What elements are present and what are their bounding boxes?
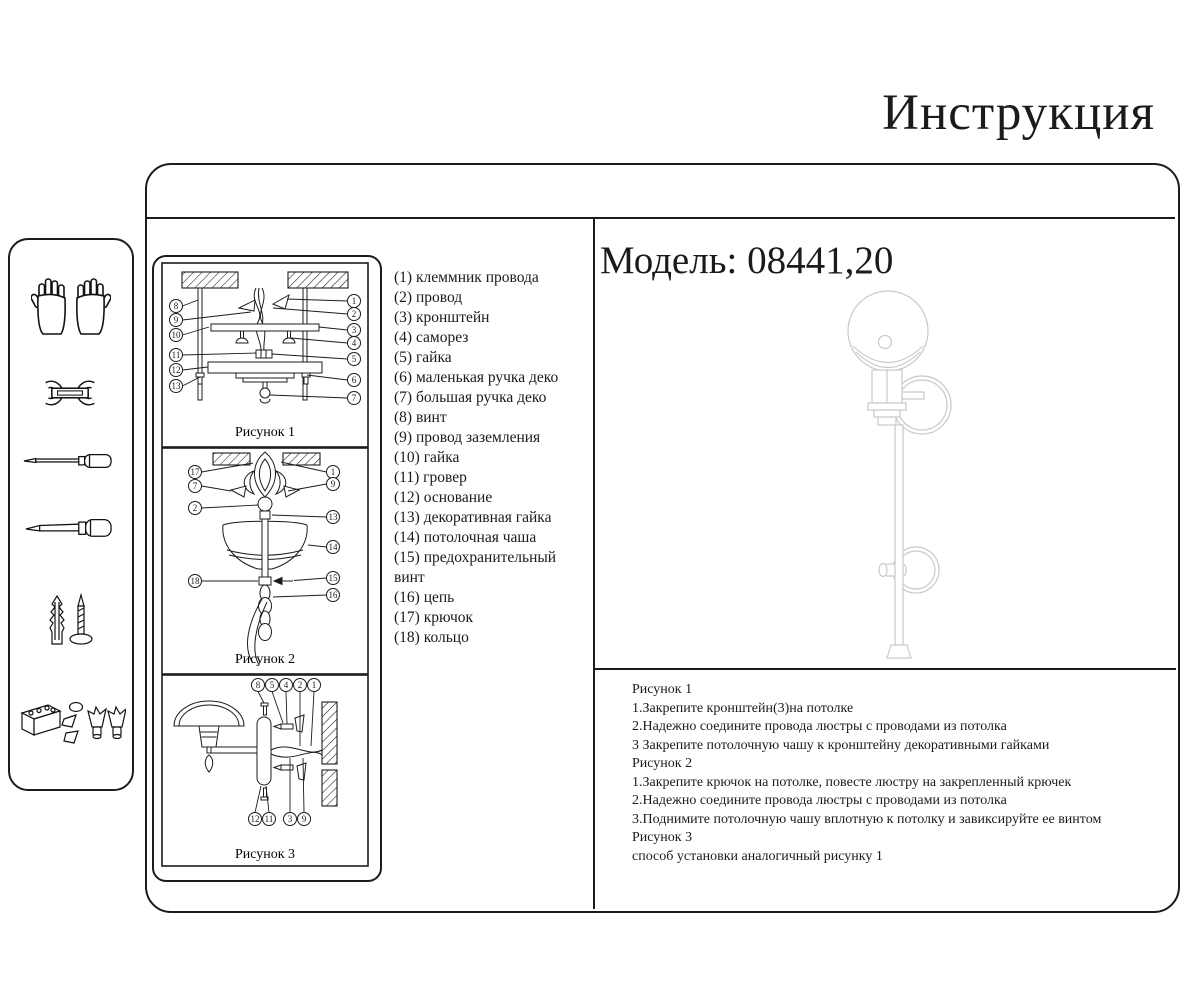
parts-list — [394, 268, 590, 648]
svg-text:4: 4 — [283, 680, 289, 690]
svg-text:2: 2 — [351, 309, 357, 319]
flat-screwdriver-icon — [22, 447, 114, 473]
svg-text:16: 16 — [328, 590, 338, 600]
svg-text:9: 9 — [330, 479, 336, 489]
vertical-divider — [593, 218, 595, 909]
instruction-line: Рисунок 3 — [632, 830, 693, 845]
figure-3-caption: Рисунок 3 — [234, 847, 296, 862]
svg-text:15: 15 — [328, 573, 338, 583]
svg-text:10: 10 — [171, 330, 181, 340]
svg-text:13: 13 — [328, 512, 338, 522]
instruction-line: 2.Надежно соедините провода люстры с проводами из потолка — [632, 793, 1007, 808]
svg-text:11: 11 — [264, 814, 274, 824]
parts-list-item: (12) основание — [394, 489, 493, 506]
parts-list-item: (16) цепь — [394, 589, 455, 606]
wrench-icon — [26, 375, 114, 411]
parts-list-item: (2) провод — [394, 289, 463, 306]
svg-text:3: 3 — [351, 325, 357, 335]
parts-list-item: (14) потолочная чаша — [394, 529, 537, 546]
svg-text:12: 12 — [171, 365, 181, 375]
parts-list-item: (11) гровер — [394, 469, 467, 486]
svg-text:3: 3 — [287, 814, 293, 824]
instruction-line: 2.Надежно соедините провода люстры с проводами из потолка — [632, 719, 1007, 734]
svg-text:8: 8 — [255, 680, 261, 690]
instruction-line: 1.Закрепите крючок на потолке, повесте люстру на закрепленный крючек — [632, 774, 1072, 790]
figure-2-drawing — [161, 447, 369, 675]
svg-text:7: 7 — [351, 393, 357, 403]
instruction-line: Рисунок 2 — [632, 756, 693, 771]
model-title: Модель: 08441,20 — [600, 239, 894, 282]
svg-text:14: 14 — [328, 542, 338, 552]
figure-2-caption: Рисунок 2 — [234, 652, 296, 667]
instruction-line: Рисунок 1 — [632, 682, 693, 697]
figure-1-drawing — [161, 262, 369, 448]
screwdriver-icon — [24, 512, 114, 542]
svg-text:5: 5 — [269, 680, 275, 690]
svg-text:11: 11 — [171, 350, 181, 360]
parts-list-item: (10) гайка — [394, 449, 460, 466]
parts-list-item: (5) гайка — [394, 349, 452, 366]
parts-list-item: (1) клеммник провода — [394, 269, 539, 286]
svg-text:8: 8 — [173, 301, 179, 311]
svg-text:9: 9 — [173, 315, 179, 325]
assembly-instructions — [632, 681, 1177, 866]
parts-list-item: (15) предохранительный винт — [394, 549, 557, 586]
svg-text:2: 2 — [297, 680, 303, 690]
svg-text:17: 17 — [190, 467, 200, 477]
figure-1-caption: Рисунок 1 — [234, 425, 296, 440]
page-title: Инструкция — [882, 85, 1155, 141]
svg-text:12: 12 — [250, 814, 260, 824]
instruction-line: способ установки аналогичный рисунку 1 — [632, 848, 883, 864]
svg-text:5: 5 — [351, 354, 357, 364]
anchor-and-screw-icon — [40, 592, 98, 654]
parts-list-item: (18) кольцо — [394, 629, 469, 646]
parts-list-item: (6) маленькая ручка деко — [394, 369, 559, 386]
parts-list-item: (9) провод заземления — [394, 429, 541, 446]
svg-text:18: 18 — [190, 576, 200, 586]
header-divider — [146, 217, 1175, 219]
parts-list-item: (3) кронштейн — [394, 309, 490, 326]
fasteners-set-icon — [14, 695, 126, 751]
parts-list-item: (4) саморез — [394, 329, 469, 346]
svg-text:9: 9 — [301, 814, 307, 824]
svg-text:1: 1 — [330, 467, 336, 477]
instruction-line: 1.Закрепите кронштейн(3)на потолке — [632, 700, 854, 716]
parts-list-item: (17) крючок — [394, 609, 474, 626]
gloves-icon — [31, 268, 111, 342]
svg-text:1: 1 — [351, 296, 357, 306]
instruction-line: 3.Поднимите потолочную чашу вплотную к потолку и завиксируйте ее винтом — [632, 811, 1102, 827]
svg-text:6: 6 — [351, 375, 357, 385]
figure-3-drawing — [161, 674, 369, 867]
svg-text:1: 1 — [311, 680, 317, 690]
parts-list-item: (7) большая ручка деко — [394, 389, 547, 406]
svg-text:7: 7 — [192, 481, 198, 491]
wall-hatch — [322, 702, 337, 806]
parts-list-item: (13) декоративная гайка — [394, 509, 552, 526]
svg-text:4: 4 — [351, 338, 357, 348]
lamp-preview-drawing — [812, 276, 1002, 671]
instruction-line: 3 Закрепите потолочную чашу к кронштейну декоративными гайками — [632, 737, 1050, 753]
svg-text:13: 13 — [171, 381, 181, 391]
parts-list-item: (8) винт — [394, 409, 447, 426]
svg-text:2: 2 — [192, 503, 198, 513]
